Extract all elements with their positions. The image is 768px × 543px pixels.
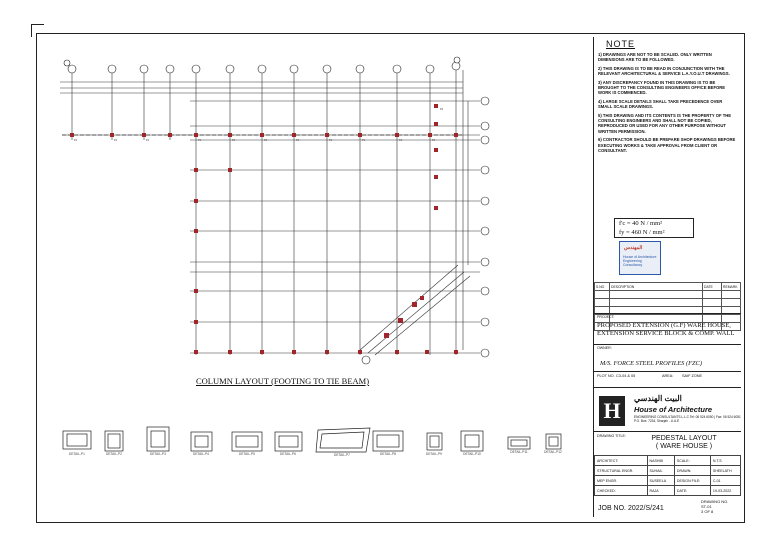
title-block	[593, 37, 741, 517]
note-item: 3) ANY DISCREPANCY FOUND IN THIS DRAWING IS TO BE BROUGHT TO THE CONSULTING ENGINEERS OFFICE BEFORE WORK IS COMMENCED.	[598, 79, 726, 96]
notes-title: NOTE	[606, 39, 636, 49]
project-divider	[594, 313, 741, 314]
role-value: SUSEELA	[647, 476, 674, 486]
detail-label: DETAIL-P8	[380, 452, 396, 456]
revision-row	[595, 291, 741, 299]
firm-logo: H	[599, 396, 625, 426]
svg-text:P1: P1	[399, 139, 403, 142]
revision-header: DATE	[703, 283, 722, 291]
role-label: DRAWN:	[674, 466, 710, 476]
dwg-title-divider	[594, 431, 741, 432]
detail-label: DETAIL-P2	[106, 452, 122, 456]
project-label: PROJECT:	[597, 315, 615, 319]
svg-text:P4: P4	[114, 139, 118, 142]
drawing-title: COLUMN LAYOUT (FOOTING TO TIE BEAM)	[196, 376, 370, 386]
detail-label: DETAIL-P12	[544, 450, 562, 454]
role-value: SHEELATH	[710, 466, 740, 476]
detail-label: DETAIL-P1	[69, 452, 85, 456]
project-name: PROPOSED EXTENSION (G.F) WARE HOUSE, EXTENSION SERVICE BLOCK & COMP. WALL	[597, 322, 735, 337]
drawing-number-label: DRAWING NO.	[701, 499, 729, 504]
detail-label: DETAIL-P10	[463, 452, 481, 456]
notes-list	[598, 52, 736, 157]
detail-label: DETAIL-P6	[280, 452, 296, 456]
sheet-drawing-title	[639, 435, 729, 450]
sheet-title-line1: PEDESTAL LAYOUT	[651, 435, 717, 442]
consultant-stamp	[619, 241, 661, 275]
detail-label: DETAIL-P11	[510, 450, 528, 454]
detail-label: DETAIL-P9	[426, 452, 442, 456]
revision-row	[595, 299, 741, 307]
svg-text:P1: P1	[264, 139, 268, 142]
firm-name-arabic: البيت الهندسي	[634, 394, 682, 403]
detail-label: DETAIL-P7	[334, 453, 350, 457]
svg-text:P4: P4	[74, 139, 78, 142]
note-item: 2) THIS DRAWING IS TO BE READ IN CONJUNCTION WITH THE RELEVANT ARCHITECTURAL & SERVICE L.A.Y.O.U.T DRAWINGS.	[598, 65, 730, 77]
drawing-number: ST-01	[701, 504, 712, 509]
stamp-english-text: House of Architecture Engineering Consultancy	[623, 255, 657, 267]
note-item: 5) THIS DRAWING AND ITS CONTENTS IS THE PROPERTY OF THE CONSULTING ENGINEERS AND SHALL NOT BE COPIED, REPRODUCED OR USED FOR ANY OTHER PURPOSE WITHOUT WRITTEN PERMISSION.	[598, 112, 732, 134]
firm-contact: ENGINEERING CONSULTANTS L.L.C Tel: 06 524 6050 | Fax: 06 524 6051 P.O. Box: 7234, Sharjah - U.A.E	[634, 415, 741, 423]
plot-divider	[594, 371, 741, 372]
note-item: 6) CONTRACTOR SHOULD BE PREPARE SHOP DRAWINGS BEFORE EXECUTING WORKS & TAKE APPROVAL FROM CLIENT OR CONSULTANT.	[598, 137, 736, 154]
note-item: 1) DRAWINGS ARE NOT TO BE SCALED. ONLY WRITTEN DIMENSIONS ARE TO BE FOLLOWED.	[598, 52, 712, 63]
role-label: MEP ENGR.	[595, 476, 648, 486]
svg-text:P4: P4	[146, 139, 150, 142]
drawing-title-label: DRAWING TITLE:	[597, 434, 626, 438]
job-number: JOB NO. 2022/S/241	[598, 505, 664, 512]
svg-text:P1: P1	[232, 139, 236, 142]
detail-label: DETAIL-P3	[150, 452, 166, 456]
plot-label: PLOT NO.	[597, 374, 615, 378]
revision-header: REMARK	[722, 283, 741, 291]
revision-header: S.NO	[595, 283, 610, 291]
svg-text:P1: P1	[432, 139, 436, 142]
role-value: N.T.S	[710, 456, 740, 466]
signatory-table	[594, 455, 741, 496]
role-value: C-01	[710, 476, 740, 486]
role-label: ARCHITECT:	[595, 456, 648, 466]
detail-label: DETAIL-P4	[193, 452, 209, 456]
owner-name: M/S. FORCE STEEL PROFILES (FZC)	[600, 360, 702, 367]
detail-label: DETAIL-P5	[239, 452, 255, 456]
concrete-strength: f'c = 40 N / mm²	[619, 220, 663, 227]
role-label: DATE:	[674, 486, 710, 496]
svg-text:P1: P1	[296, 139, 300, 142]
plot-value: C3-04 & 05	[616, 374, 636, 378]
note-item: 4) LARGE SCALE DETAILS SHALL TAKE PRECEDENCE OVER SMALL SCALE DRAWINGS.	[598, 98, 723, 110]
sheet-count: 3 OF 8	[701, 509, 714, 514]
material-strength-box	[614, 218, 694, 238]
role-label: CHECKED:	[595, 486, 648, 496]
role-value: SUHAIL	[647, 466, 674, 476]
role-label: STRUCTURAL ENGR.	[595, 466, 648, 476]
stamp-arabic-text: المهندس	[624, 245, 643, 251]
firm-name-english: House of Architecture	[634, 405, 713, 414]
role-value: NASHIB	[647, 456, 674, 466]
role-value: 19-03-2022	[710, 486, 740, 496]
revision-header: DESCRIPTION	[610, 283, 703, 291]
area-label: AREA:	[662, 374, 674, 378]
svg-text:P1: P1	[329, 139, 333, 142]
drawing-number-block	[701, 499, 728, 514]
role-label: DESIGN FILE:	[674, 476, 710, 486]
owner-label: OWNER:	[597, 346, 612, 350]
svg-text:P3: P3	[440, 108, 444, 111]
role-value: RAJA	[647, 486, 674, 496]
svg-text:P1: P1	[362, 139, 366, 142]
sheet-title-line2: ( WARE HOUSE )	[655, 442, 713, 450]
steel-strength: fy = 460 N / mm²	[619, 229, 665, 236]
svg-text:P1: P1	[198, 139, 202, 142]
owner-divider	[594, 344, 741, 345]
role-label: SCALE:	[674, 456, 710, 466]
area-value: SAIF ZONE	[682, 374, 703, 378]
